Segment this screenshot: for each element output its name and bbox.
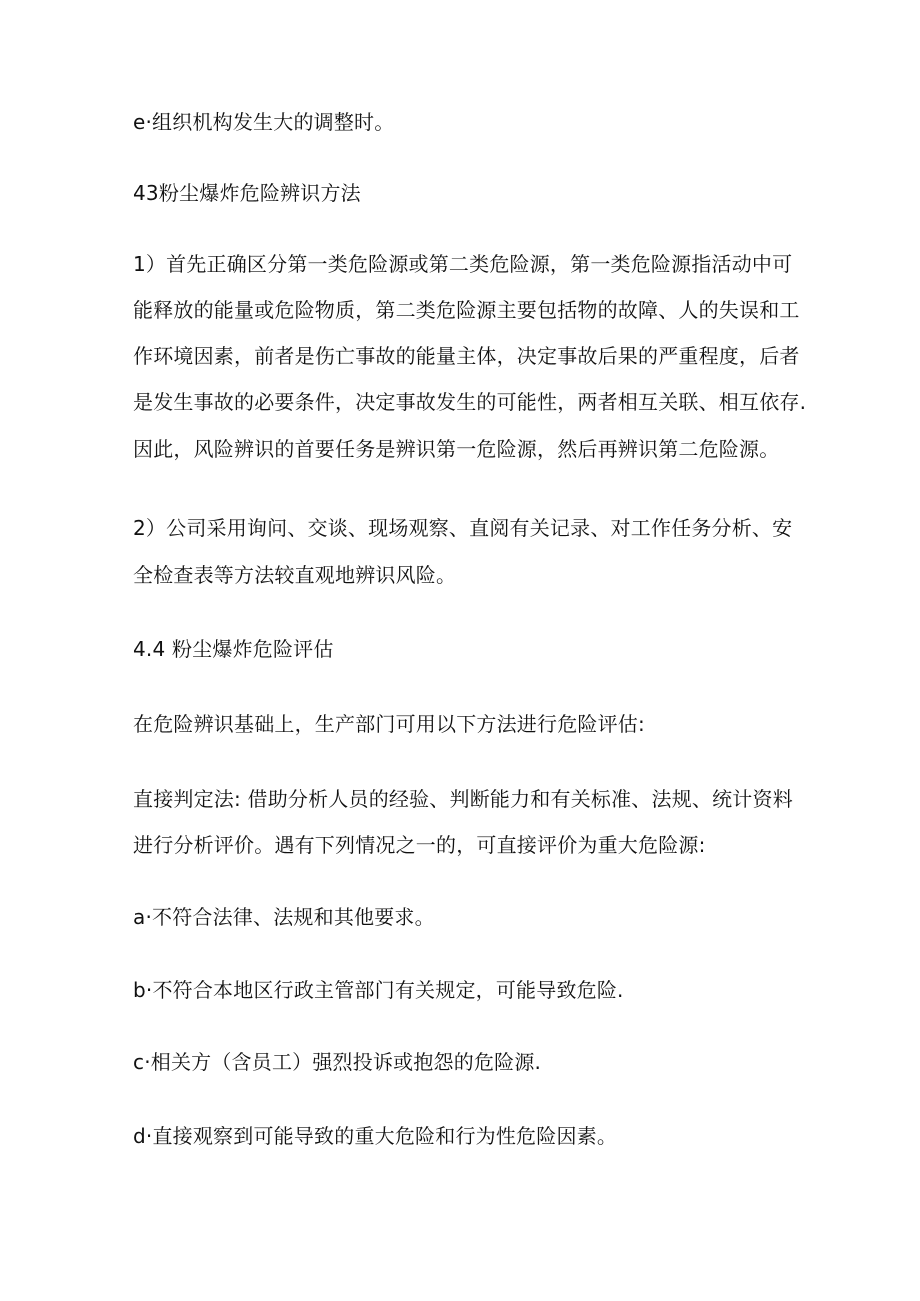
paragraph-1-line-5: 因此，风险辨识的首要任务是辨识第一危险源，然后再辨识第二危险源。 (133, 437, 780, 461)
direct-method-line-1: 直接判定法: 借助分析人员的经验、判断能力和有关标准、法规、统计资料 (133, 787, 793, 811)
section-4-4-heading: 4.4 粉尘爆炸危险评估 (133, 637, 334, 661)
item-b-line: b·不符合本地区行政主管部门有关规定，可能导致危险. (133, 978, 624, 1002)
assessment-intro-line: 在危险辨识基础上，生产部门可用以下方法进行危险评估: (133, 712, 645, 736)
item-a-line: a·不符合法律、法规和其他要求。 (133, 905, 435, 929)
paragraph-2-line-1: 2）公司采用询问、交谈、现场观察、直阅有关记录、对工作任务分析、安 (133, 516, 793, 540)
paragraph-1-line-3: 作环境因素，前者是伤亡事故的能量主体，决定事故后果的严重程度，后者 (133, 344, 800, 368)
item-e-line: e·组织机构发生大的调整时。 (133, 110, 395, 134)
paragraph-1-line-2: 能释放的能量或危险物质，第二类危险源主要包括物的故障、人的失误和工 (133, 298, 800, 322)
item-c-line: c·相关方（含员工）强烈投诉或抱怨的危险源. (133, 1050, 542, 1074)
section-4-3-heading: 43粉尘爆炸危险辨识方法 (133, 181, 361, 205)
item-d-line: d·直接观察到可能导致的重大危险和行为性危险因素。 (133, 1124, 618, 1148)
paragraph-1-line-4: 是发生事故的必要条件，决定事故发生的可能性，两者相互关联、相互依存. (133, 390, 807, 414)
direct-method-line-2: 进行分析评价。遇有下列情况之一的，可直接评价为重大危险源: (133, 833, 706, 857)
paragraph-1-line-1: 1）首先正确区分第一类危险源或第二类危险源，第一类危险源指活动中可 (133, 252, 793, 276)
paragraph-2-line-2: 全检查表等方法较直观地辨识风险。 (133, 563, 457, 587)
